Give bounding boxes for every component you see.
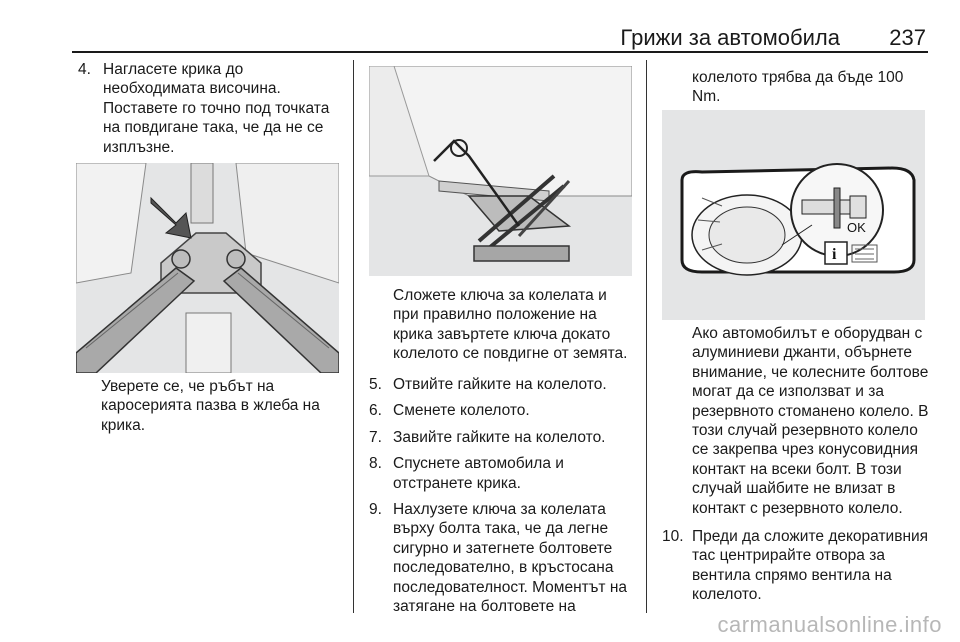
step-8 <box>369 454 641 493</box>
step-4 <box>78 60 346 157</box>
column-3-continuation <box>692 68 922 107</box>
jack-lifting-illustration <box>369 66 632 276</box>
wheel-bolt-illustration <box>662 110 925 320</box>
page-number: 237 <box>889 25 926 50</box>
step-text: Сменете колелото. <box>393 402 530 420</box>
step-text: Завийте гайките на колелото. <box>393 428 606 446</box>
step-text: Спуснете автомобила и отстранете крика. <box>393 455 564 492</box>
jack-placement-illustration <box>76 163 339 373</box>
step-number: 6. <box>369 402 382 420</box>
note-text: Ако автомобилът е оборудван с алуминиеви джанти, обърнете внимание, че колесните болтове могат да се използват и за резервното стоманено колело. В този случай резервното колело се закрепва чрез конусовидния контакт на всеки болт. В този случай шайбите не влизат в контакт с резервното колело. <box>692 325 929 517</box>
step-text: Отвийте гайките на колелото. <box>393 376 607 393</box>
ok-label: OK <box>847 220 866 235</box>
step-text: Нахлузете ключа за колелата върху болта така, че да легне сигурно и затегнете болтовете последователно, в кръстосана последователност. Моментът на затягане на болтовете на <box>393 501 628 616</box>
column-3-step-10 <box>662 527 932 605</box>
caption-text: Уверете се, че ръбът на каросерията пазва в жлеба на крика. <box>101 378 320 434</box>
step-number: 9. <box>369 501 382 519</box>
step-number: 10. <box>662 528 684 545</box>
column-2-steps <box>369 375 641 616</box>
column-1-caption <box>101 377 341 435</box>
column-divider-2 <box>646 60 647 613</box>
wheel-bolt-figure <box>662 110 925 320</box>
continuation-text: колелото трябва да бъде 100 Nm. <box>692 69 904 106</box>
step-number: 8. <box>369 455 382 473</box>
column-divider-1 <box>353 60 354 613</box>
column-1 <box>78 60 346 157</box>
jack-placement-figure <box>76 163 339 373</box>
step-10 <box>662 527 932 605</box>
step-text: Нагласете крика до необходимата височина. Поставете го точно под точката на повдигане така, че да не се изплъзне. <box>103 61 330 156</box>
step-number: 5. <box>369 376 382 393</box>
step-5 <box>369 375 641 394</box>
step-6 <box>369 401 641 420</box>
step-7 <box>369 428 641 447</box>
jack-lifting-figure <box>369 66 632 276</box>
page-title: Грижи за автомобила <box>620 25 840 50</box>
step-text: Преди да сложите декоративния тас центрирайте отвора за вентила спрямо вентила на колелото. <box>692 528 929 604</box>
page-header <box>72 26 928 50</box>
step-number: 4. <box>78 61 91 78</box>
header-rule <box>72 51 928 53</box>
column-2-caption <box>393 286 633 364</box>
caption-text: Сложете ключа за колелата и при правилно положение на крика завъртете ключа докато колелото се повдигне от земята. <box>393 287 628 363</box>
column-3-note <box>692 324 932 518</box>
step-9 <box>369 500 641 616</box>
info-icon-label: i <box>832 246 837 263</box>
watermark: carmanualsonline.info <box>717 612 942 637</box>
step-number: 7. <box>369 428 382 446</box>
